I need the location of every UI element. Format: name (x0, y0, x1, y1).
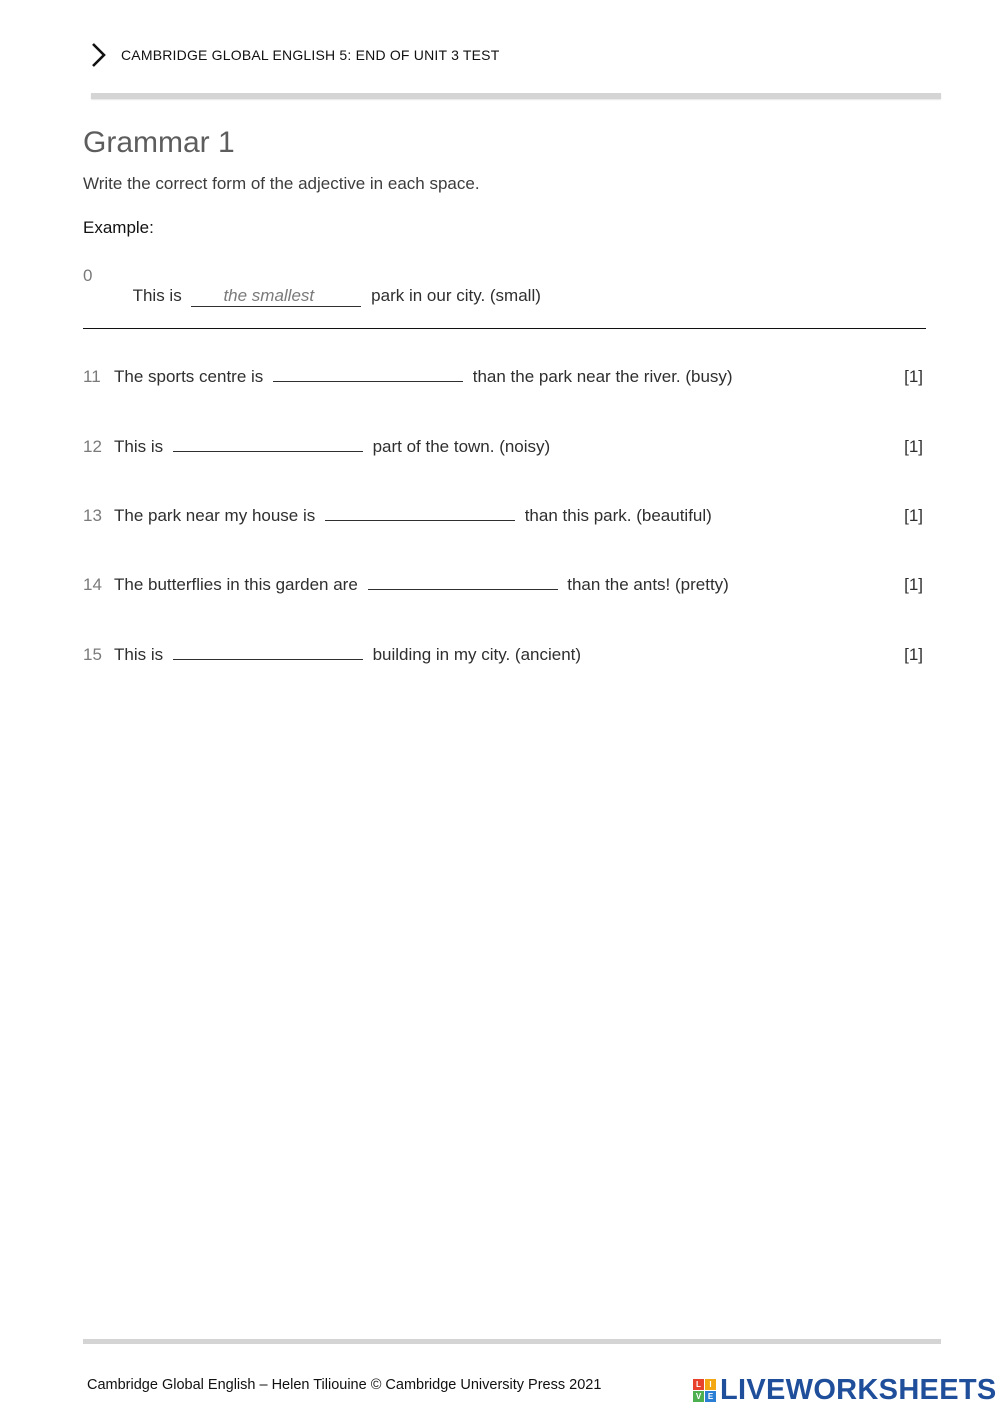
question-mark: [1] (904, 645, 923, 664)
instruction-text: Write the correct form of the adjective in each space. (83, 174, 480, 193)
example-number: 0 (83, 266, 93, 285)
question-after: than this park. (beautiful) (519, 506, 712, 525)
page-header (88, 40, 499, 70)
chevron-right-icon (88, 41, 112, 69)
question-row (83, 437, 923, 457)
header-title: CAMBRIDGE GLOBAL ENGLISH 5: END OF UNIT 3 TEST (121, 47, 500, 63)
example-divider (83, 328, 926, 329)
section-title: Grammar 1 (83, 126, 235, 159)
question-row (83, 575, 923, 595)
example-answer: the smallest (191, 286, 361, 307)
example-row (83, 266, 923, 327)
question-number: 13 (83, 506, 102, 525)
question-mark: [1] (904, 437, 923, 456)
logo-letter: I (705, 1379, 716, 1390)
example-label: Example: (83, 218, 154, 237)
question-row (83, 645, 923, 665)
header-rule (91, 93, 941, 99)
question-before: The butterflies in this garden are (114, 575, 363, 594)
answer-blank[interactable] (173, 437, 363, 452)
question-number: 15 (83, 645, 102, 664)
answer-blank[interactable] (368, 575, 558, 590)
example-after: park in our city. (small) (366, 286, 541, 305)
example-before: This is (132, 286, 187, 305)
question-number: 11 (83, 367, 101, 386)
question-before: The sports centre is (114, 367, 269, 386)
liveworksheets-logo (693, 1374, 997, 1407)
logo-grid-icon (693, 1379, 716, 1402)
question-after: part of the town. (noisy) (367, 437, 551, 456)
footer-rule (83, 1339, 941, 1344)
question-after: than the ants! (pretty) (562, 575, 729, 594)
logo-wordmark: LIVEWORKSHEETS (720, 1374, 997, 1406)
question-before: This is (114, 645, 168, 664)
question-number: 14 (83, 575, 102, 594)
answer-blank[interactable] (325, 506, 515, 521)
question-before: The park near my house is (114, 506, 320, 525)
question-after: building in my city. (ancient) (367, 645, 582, 664)
question-row (83, 367, 923, 387)
question-number: 12 (83, 437, 102, 456)
logo-letter: V (693, 1391, 704, 1402)
question-before: This is (114, 437, 168, 456)
footer-credit: Cambridge Global English – Helen Tiliouine © Cambridge University Press 2021 (87, 1377, 602, 1393)
question-after: than the park near the river. (busy) (468, 367, 733, 386)
logo-letter: E (705, 1391, 716, 1402)
question-mark: [1] (904, 575, 923, 594)
question-mark: [1] (904, 367, 923, 386)
question-mark: [1] (904, 506, 923, 525)
answer-blank[interactable] (173, 645, 363, 660)
question-row (83, 506, 923, 526)
logo-letter: L (693, 1379, 704, 1390)
answer-blank[interactable] (273, 367, 463, 382)
